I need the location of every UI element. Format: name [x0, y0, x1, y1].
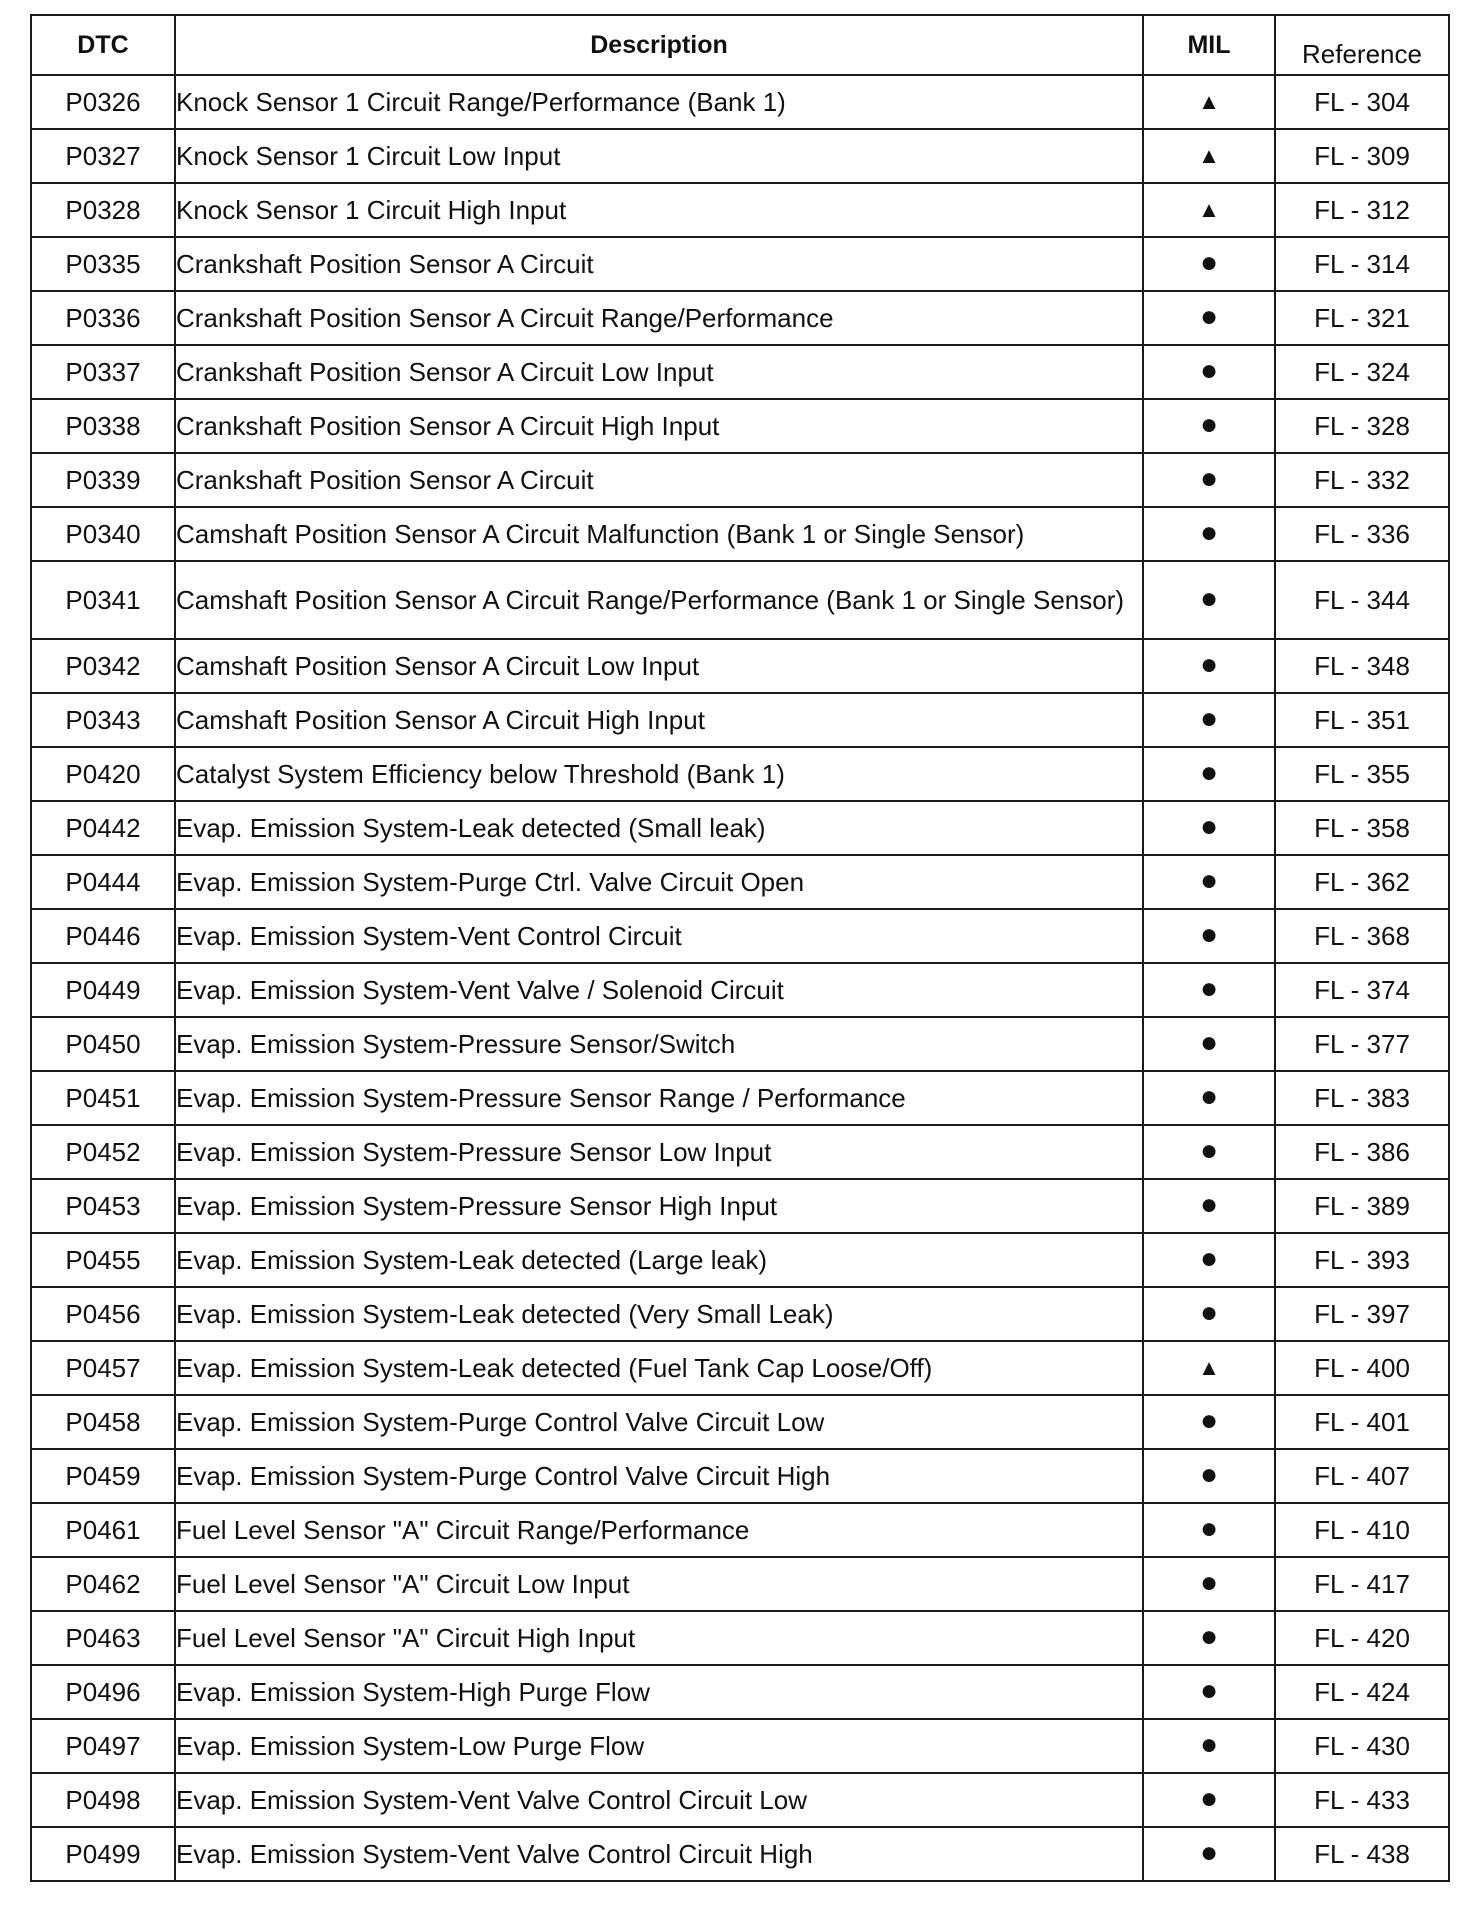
dtc-code: P0328 [31, 183, 175, 237]
dtc-description: Fuel Level Sensor "A" Circuit Low Input [175, 1557, 1143, 1611]
dot-icon: ● [1199, 1296, 1219, 1329]
dtc-description: Catalyst System Efficiency below Threshold (Bank 1) [175, 747, 1143, 801]
dtc-code: P0335 [31, 237, 175, 291]
dot-icon: ● [1199, 1674, 1219, 1707]
dot-icon: ● [1199, 1458, 1219, 1491]
triangle-icon: ▲ [1198, 143, 1220, 168]
header-reference: Reference [1275, 15, 1449, 75]
table-row [31, 1449, 1449, 1503]
mil-cell [1143, 1395, 1275, 1449]
reference-page: FL - 304 [1275, 75, 1449, 129]
dot-icon: ● [1199, 354, 1219, 387]
dtc-table [30, 14, 1450, 1882]
dtc-code: P0338 [31, 399, 175, 453]
dot-icon: ● [1199, 462, 1219, 495]
dtc-description: Evap. Emission System-Vent Valve Control Circuit Low [175, 1773, 1143, 1827]
table-row [31, 129, 1449, 183]
reference-page: FL - 355 [1275, 747, 1449, 801]
dtc-description: Knock Sensor 1 Circuit Low Input [175, 129, 1143, 183]
dtc-description: Knock Sensor 1 Circuit Range/Performance (Bank 1) [175, 75, 1143, 129]
dtc-description: Camshaft Position Sensor A Circuit High Input [175, 693, 1143, 747]
dot-icon: ● [1199, 1242, 1219, 1275]
mil-cell [1143, 291, 1275, 345]
table-row [31, 75, 1449, 129]
dot-icon: ● [1199, 1782, 1219, 1815]
table-row [31, 639, 1449, 693]
reference-page: FL - 377 [1275, 1017, 1449, 1071]
table-row [31, 291, 1449, 345]
dtc-description: Evap. Emission System-Purge Ctrl. Valve Circuit Open [175, 855, 1143, 909]
reference-page: FL - 410 [1275, 1503, 1449, 1557]
table-row [31, 1773, 1449, 1827]
mil-cell [1143, 237, 1275, 291]
dtc-code: P0341 [31, 561, 175, 639]
table-row [31, 1125, 1449, 1179]
mil-cell [1143, 561, 1275, 639]
table-row [31, 1287, 1449, 1341]
table-header [31, 15, 1449, 75]
dot-icon: ● [1199, 1566, 1219, 1599]
table-row [31, 801, 1449, 855]
table-row [31, 1017, 1449, 1071]
dtc-code: P0496 [31, 1665, 175, 1719]
reference-page: FL - 344 [1275, 561, 1449, 639]
dtc-description: Crankshaft Position Sensor A Circuit High Input [175, 399, 1143, 453]
dtc-code: P0455 [31, 1233, 175, 1287]
mil-cell [1143, 639, 1275, 693]
reference-page: FL - 383 [1275, 1071, 1449, 1125]
table-row [31, 1827, 1449, 1881]
table-row [31, 183, 1449, 237]
dtc-description: Evap. Emission System-Vent Control Circuit [175, 909, 1143, 963]
mil-cell [1143, 399, 1275, 453]
mil-cell [1143, 345, 1275, 399]
dtc-code: P0336 [31, 291, 175, 345]
mil-cell [1143, 1773, 1275, 1827]
table-row [31, 1611, 1449, 1665]
table-row [31, 909, 1449, 963]
dtc-description: Evap. Emission System-Leak detected (Very Small Leak) [175, 1287, 1143, 1341]
dtc-description: Evap. Emission System-Leak detected (Fuel Tank Cap Loose/Off) [175, 1341, 1143, 1395]
dtc-code: P0337 [31, 345, 175, 399]
mil-cell [1143, 1557, 1275, 1611]
dot-icon: ● [1199, 582, 1219, 615]
dtc-description: Evap. Emission System-Pressure Sensor Low Input [175, 1125, 1143, 1179]
dtc-description: Evap. Emission System-Leak detected (Large leak) [175, 1233, 1143, 1287]
reference-page: FL - 312 [1275, 183, 1449, 237]
table-row [31, 963, 1449, 1017]
dtc-description: Camshaft Position Sensor A Circuit Low Input [175, 639, 1143, 693]
reference-page: FL - 420 [1275, 1611, 1449, 1665]
mil-cell [1143, 1611, 1275, 1665]
reference-page: FL - 321 [1275, 291, 1449, 345]
dtc-code: P0340 [31, 507, 175, 561]
dtc-description: Crankshaft Position Sensor A Circuit [175, 237, 1143, 291]
reference-page: FL - 433 [1275, 1773, 1449, 1827]
dtc-description: Crankshaft Position Sensor A Circuit Range/Performance [175, 291, 1143, 345]
dot-icon: ● [1199, 756, 1219, 789]
mil-cell [1143, 747, 1275, 801]
dtc-code: P0461 [31, 1503, 175, 1557]
mil-cell [1143, 1071, 1275, 1125]
dot-icon: ● [1199, 1026, 1219, 1059]
reference-page: FL - 400 [1275, 1341, 1449, 1395]
header-dtc: DTC [31, 15, 175, 75]
reference-page: FL - 314 [1275, 237, 1449, 291]
mil-cell [1143, 855, 1275, 909]
mil-cell [1143, 129, 1275, 183]
mil-cell [1143, 507, 1275, 561]
dtc-code: P0420 [31, 747, 175, 801]
mil-cell [1143, 1719, 1275, 1773]
dtc-code: P0446 [31, 909, 175, 963]
dtc-code: P0342 [31, 639, 175, 693]
reference-page: FL - 328 [1275, 399, 1449, 453]
mil-cell [1143, 909, 1275, 963]
mil-cell [1143, 75, 1275, 129]
reference-page: FL - 401 [1275, 1395, 1449, 1449]
reference-page: FL - 430 [1275, 1719, 1449, 1773]
dot-icon: ● [1199, 408, 1219, 441]
dtc-code: P0442 [31, 801, 175, 855]
dot-icon: ● [1199, 1080, 1219, 1113]
table-row [31, 1557, 1449, 1611]
dtc-code: P0459 [31, 1449, 175, 1503]
table-row [31, 399, 1449, 453]
triangle-icon: ▲ [1198, 89, 1220, 114]
table-row [31, 237, 1449, 291]
reference-page: FL - 362 [1275, 855, 1449, 909]
mil-cell [1143, 801, 1275, 855]
dtc-description: Fuel Level Sensor "A" Circuit Range/Performance [175, 1503, 1143, 1557]
reference-page: FL - 393 [1275, 1233, 1449, 1287]
mil-cell [1143, 1179, 1275, 1233]
table-row [31, 561, 1449, 639]
reference-page: FL - 348 [1275, 639, 1449, 693]
dot-icon: ● [1199, 1836, 1219, 1869]
dtc-description: Evap. Emission System-Leak detected (Small leak) [175, 801, 1143, 855]
reference-page: FL - 386 [1275, 1125, 1449, 1179]
dot-icon: ● [1199, 1404, 1219, 1437]
dtc-description: Evap. Emission System-Vent Valve Control Circuit High [175, 1827, 1143, 1881]
dot-icon: ● [1199, 1728, 1219, 1761]
table-row [31, 1503, 1449, 1557]
reference-page: FL - 324 [1275, 345, 1449, 399]
mil-cell [1143, 1287, 1275, 1341]
dot-icon: ● [1199, 516, 1219, 549]
reference-page: FL - 358 [1275, 801, 1449, 855]
dot-icon: ● [1199, 300, 1219, 333]
table-row [31, 345, 1449, 399]
dtc-code: P0451 [31, 1071, 175, 1125]
table-row [31, 747, 1449, 801]
reference-page: FL - 438 [1275, 1827, 1449, 1881]
dtc-code: P0456 [31, 1287, 175, 1341]
dtc-description: Camshaft Position Sensor A Circuit Malfunction (Bank 1 or Single Sensor) [175, 507, 1143, 561]
dtc-code: P0452 [31, 1125, 175, 1179]
table-row [31, 855, 1449, 909]
dtc-code: P0498 [31, 1773, 175, 1827]
dot-icon: ● [1199, 1134, 1219, 1167]
reference-page: FL - 332 [1275, 453, 1449, 507]
dtc-code: P0326 [31, 75, 175, 129]
mil-cell [1143, 1017, 1275, 1071]
dtc-description: Evap. Emission System-Vent Valve / Solenoid Circuit [175, 963, 1143, 1017]
table-row [31, 453, 1449, 507]
header-description: Description [175, 15, 1143, 75]
dtc-code: P0453 [31, 1179, 175, 1233]
dtc-code: P0462 [31, 1557, 175, 1611]
dot-icon: ● [1199, 1188, 1219, 1221]
mil-cell [1143, 1233, 1275, 1287]
dtc-description: Evap. Emission System-Purge Control Valve Circuit Low [175, 1395, 1143, 1449]
reference-page: FL - 397 [1275, 1287, 1449, 1341]
table-row [31, 693, 1449, 747]
dtc-code: P0457 [31, 1341, 175, 1395]
dtc-code: P0463 [31, 1611, 175, 1665]
reference-page: FL - 417 [1275, 1557, 1449, 1611]
dtc-code: P0327 [31, 129, 175, 183]
table-row [31, 1719, 1449, 1773]
dtc-code: P0497 [31, 1719, 175, 1773]
dtc-table-page [30, 14, 1448, 1882]
dtc-description: Knock Sensor 1 Circuit High Input [175, 183, 1143, 237]
dtc-code: P0458 [31, 1395, 175, 1449]
dtc-description: Crankshaft Position Sensor A Circuit [175, 453, 1143, 507]
reference-page: FL - 368 [1275, 909, 1449, 963]
table-row [31, 1341, 1449, 1395]
dtc-code: P0339 [31, 453, 175, 507]
dtc-code: P0444 [31, 855, 175, 909]
dtc-code: P0449 [31, 963, 175, 1017]
triangle-icon: ▲ [1198, 197, 1220, 222]
dot-icon: ● [1199, 246, 1219, 279]
dot-icon: ● [1199, 972, 1219, 1005]
mil-cell [1143, 1449, 1275, 1503]
dot-icon: ● [1199, 1512, 1219, 1545]
table-row [31, 1179, 1449, 1233]
dtc-description: Evap. Emission System-Pressure Sensor Range / Performance [175, 1071, 1143, 1125]
dtc-code: P0343 [31, 693, 175, 747]
dtc-description: Evap. Emission System-Purge Control Valve Circuit High [175, 1449, 1143, 1503]
reference-page: FL - 374 [1275, 963, 1449, 1017]
mil-cell [1143, 183, 1275, 237]
dtc-description: Fuel Level Sensor "A" Circuit High Input [175, 1611, 1143, 1665]
dot-icon: ● [1199, 648, 1219, 681]
dtc-code: P0450 [31, 1017, 175, 1071]
dtc-description: Evap. Emission System-Pressure Sensor/Switch [175, 1017, 1143, 1071]
mil-cell [1143, 1341, 1275, 1395]
reference-page: FL - 351 [1275, 693, 1449, 747]
table-body [31, 75, 1449, 1881]
mil-cell [1143, 1827, 1275, 1881]
mil-cell [1143, 1503, 1275, 1557]
header-mil: MIL [1143, 15, 1275, 75]
mil-cell [1143, 693, 1275, 747]
reference-page: FL - 336 [1275, 507, 1449, 561]
mil-cell [1143, 1665, 1275, 1719]
table-row [31, 1395, 1449, 1449]
mil-cell [1143, 1125, 1275, 1179]
table-row [31, 1665, 1449, 1719]
table-row [31, 507, 1449, 561]
table-row [31, 1071, 1449, 1125]
reference-page: FL - 389 [1275, 1179, 1449, 1233]
dot-icon: ● [1199, 810, 1219, 843]
dtc-description: Camshaft Position Sensor A Circuit Range/Performance (Bank 1 or Single Sensor) [175, 561, 1143, 639]
mil-cell [1143, 453, 1275, 507]
header-row [31, 15, 1449, 75]
reference-page: FL - 407 [1275, 1449, 1449, 1503]
dot-icon: ● [1199, 918, 1219, 951]
dtc-description: Evap. Emission System-Low Purge Flow [175, 1719, 1143, 1773]
dot-icon: ● [1199, 1620, 1219, 1653]
triangle-icon: ▲ [1198, 1355, 1220, 1380]
table-row [31, 1233, 1449, 1287]
reference-page: FL - 309 [1275, 129, 1449, 183]
mil-cell [1143, 963, 1275, 1017]
dtc-description: Crankshaft Position Sensor A Circuit Low Input [175, 345, 1143, 399]
dot-icon: ● [1199, 864, 1219, 897]
dtc-description: Evap. Emission System-Pressure Sensor High Input [175, 1179, 1143, 1233]
dot-icon: ● [1199, 702, 1219, 735]
dtc-code: P0499 [31, 1827, 175, 1881]
dtc-description: Evap. Emission System-High Purge Flow [175, 1665, 1143, 1719]
reference-page: FL - 424 [1275, 1665, 1449, 1719]
